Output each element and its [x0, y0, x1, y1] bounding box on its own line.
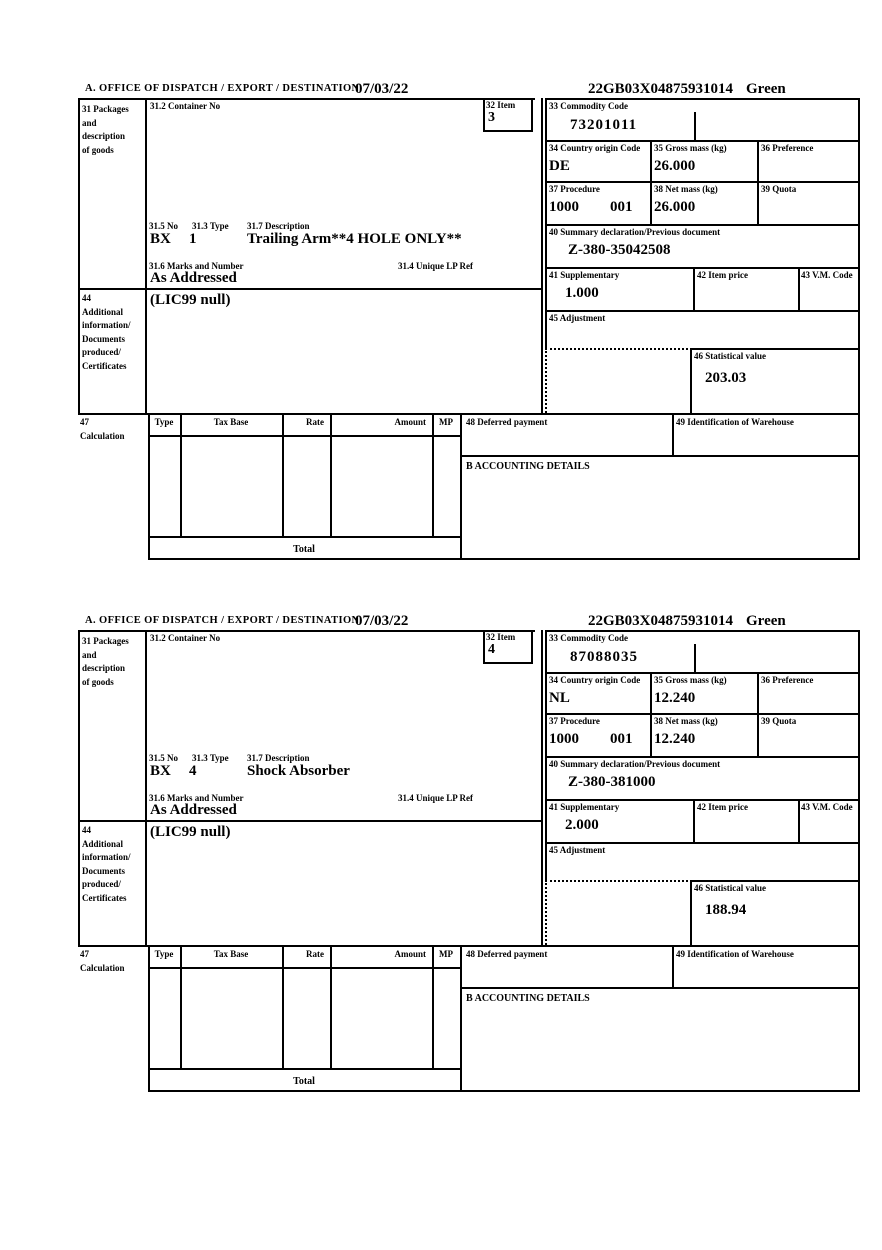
form-grid-line — [545, 98, 860, 100]
additional-information-value: (LIC99 null) — [150, 824, 231, 840]
gross-mass-value: 12.240 — [654, 690, 696, 706]
form-grid-line — [432, 413, 434, 536]
box31-3-type-label: 31.3 Type — [192, 221, 229, 231]
calc-column-tax-base: Tax Base — [213, 417, 249, 427]
form-grid-line — [650, 672, 652, 756]
routing-status: Green — [746, 81, 786, 97]
box49-warehouse-label: 49 Identification of Warehouse — [676, 417, 794, 427]
procedure-value: 1000 — [549, 199, 579, 215]
form-grid-line — [148, 967, 462, 969]
form-grid-line — [180, 413, 182, 536]
goods-description-value: Trailing Arm**4 HOLE ONLY** — [247, 231, 462, 247]
box31-3-type-label: 31.3 Type — [192, 753, 229, 763]
country-origin-value: DE — [549, 158, 570, 174]
calc-column-mp: MP — [439, 417, 453, 427]
country-origin-value: NL — [549, 690, 570, 706]
supplementary-units-value: 1.000 — [565, 285, 599, 301]
declaration-date: 07/03/22 — [355, 81, 409, 97]
accounting-details-label: B ACCOUNTING DETAILS — [466, 993, 590, 1004]
office-of-dispatch-header: A. OFFICE OF DISPATCH / EXPORT / DESTINATION — [85, 615, 360, 626]
box37-procedure-label: 37 Procedure — [549, 716, 600, 726]
calc-total-label: Total — [293, 1076, 315, 1087]
box35-gross-mass-label: 35 Gross mass (kg) — [654, 675, 727, 685]
sad-item-form-4 — [0, 612, 882, 1102]
form-grid-line — [145, 630, 147, 945]
form-grid-line — [545, 756, 860, 758]
box31-packages-label: 31 Packages and description of goods — [82, 104, 129, 155]
gross-mass-value: 26.000 — [654, 158, 696, 174]
marks-and-number-value: As Addressed — [150, 802, 237, 818]
box31-7-description-label: 31.7 Description — [247, 753, 310, 763]
box31-6-marks-label: 31.6 Marks and Number — [149, 261, 244, 271]
form-grid-line — [545, 880, 547, 945]
form-grid-line — [545, 98, 547, 348]
box32-item-label: 32 Item — [486, 100, 516, 110]
statistical-value: 203.03 — [705, 370, 747, 386]
box39-quota-label: 39 Quota — [761, 716, 797, 726]
form-grid-line — [690, 348, 692, 413]
box41-supplementary-label: 41 Supplementary — [549, 802, 620, 812]
form-grid-line — [672, 413, 674, 455]
form-grid-line — [483, 98, 485, 130]
box42-item-price-label: 42 Item price — [697, 802, 748, 812]
form-grid-line — [694, 644, 696, 672]
marks-and-number-value: As Addressed — [150, 270, 237, 286]
form-grid-line — [541, 98, 543, 413]
calc-column-type: Type — [154, 949, 174, 959]
form-grid-line — [650, 140, 652, 224]
form-grid-line — [148, 435, 462, 437]
supplementary-units-value: 2.000 — [565, 817, 599, 833]
box44-additional-information-label: 44 Additional information/ Documents produced/ Certificates — [82, 825, 131, 903]
box45-adjustment-label: 45 Adjustment — [549, 313, 606, 323]
form-grid-line — [545, 348, 547, 413]
form-grid-line — [180, 945, 182, 1068]
form-grid-line — [757, 672, 759, 756]
declaration-date: 07/03/22 — [355, 613, 409, 629]
box38-net-mass-label: 38 Net mass (kg) — [654, 184, 718, 194]
goods-description-value: Shock Absorber — [247, 763, 350, 779]
form-grid-line — [483, 630, 485, 662]
sad-item-form-3 — [0, 80, 882, 570]
form-grid-line — [693, 267, 695, 310]
calc-column-mp: MP — [439, 949, 453, 959]
form-grid-line — [541, 630, 543, 945]
movement-reference-number: 22GB03X04875931014 — [588, 613, 734, 629]
form-grid-line — [545, 713, 860, 715]
form-grid-line — [145, 98, 147, 413]
form-grid-line — [148, 558, 860, 560]
form-grid-line — [545, 140, 860, 142]
form-grid-line — [545, 842, 860, 844]
box31-4-unique-lp-ref-label: 31.4 Unique LP Ref — [398, 261, 474, 271]
statistical-value: 188.94 — [705, 902, 747, 918]
previous-document-value: Z-380-381000 — [568, 774, 656, 790]
net-mass-value: 12.240 — [654, 731, 696, 747]
procedure-value: 1000 — [549, 731, 579, 747]
box34-country-origin-label: 34 Country origin Code — [549, 143, 641, 153]
form-grid-line — [798, 267, 800, 310]
form-grid-line — [545, 267, 860, 269]
package-count-value: 4 — [189, 763, 197, 779]
box40-previous-document-label: 40 Summary declaration/Previous document — [549, 227, 721, 237]
box47-calculation-label: 47 Calculation — [80, 949, 125, 973]
form-grid-line — [672, 945, 674, 987]
form-grid-line — [78, 288, 543, 290]
form-grid-line — [330, 413, 332, 536]
commodity-code-value: 87088035 — [570, 649, 638, 665]
box39-quota-label: 39 Quota — [761, 184, 797, 194]
procedure-extension-value: 001 — [610, 731, 633, 747]
box31-2-container-no-label: 31.2 Container No — [150, 633, 221, 643]
form-grid-line — [858, 98, 860, 558]
form-grid-line — [545, 880, 692, 882]
form-grid-line — [690, 880, 860, 882]
declaration-reference — [588, 81, 786, 98]
form-grid-line — [78, 413, 860, 415]
form-grid-line — [148, 1068, 462, 1070]
package-code-value: BX — [150, 231, 171, 247]
form-grid-line — [330, 945, 332, 1068]
box31-packages-label: 31 Packages and description of goods — [82, 636, 129, 687]
previous-document-value: Z-380-35042508 — [568, 242, 671, 258]
form-grid-line — [545, 310, 860, 312]
form-grid-line — [545, 672, 860, 674]
package-code-value: BX — [150, 763, 171, 779]
calc-column-type: Type — [154, 417, 174, 427]
form-grid-line — [78, 820, 543, 822]
box31-5-no-label: 31.5 No — [149, 221, 178, 231]
form-grid-line — [483, 662, 533, 664]
form-grid-line — [545, 181, 860, 183]
additional-information-value: (LIC99 null) — [150, 292, 231, 308]
box46-statistical-value-label: 46 Statistical value — [694, 883, 766, 893]
box34-country-origin-label: 34 Country origin Code — [549, 675, 641, 685]
form-grid-line — [545, 224, 860, 226]
calc-total-label: Total — [293, 544, 315, 555]
box31-5-no-label: 31.5 No — [149, 753, 178, 763]
form-grid-line — [690, 348, 860, 350]
form-grid-line — [460, 455, 860, 457]
form-grid-line — [545, 630, 860, 632]
form-grid-line — [690, 880, 692, 945]
form-grid-line — [545, 630, 547, 880]
form-grid-line — [282, 413, 284, 536]
form-grid-line — [757, 140, 759, 224]
form-grid-line — [531, 98, 533, 132]
box48-deferred-payment-label: 48 Deferred payment — [466, 417, 548, 427]
form-grid-line — [148, 1090, 860, 1092]
form-grid-line — [798, 799, 800, 842]
box48-deferred-payment-label: 48 Deferred payment — [466, 949, 548, 959]
form-grid-line — [693, 799, 695, 842]
box46-statistical-value-label: 46 Statistical value — [694, 351, 766, 361]
box36-preference-label: 36 Preference — [761, 675, 814, 685]
box36-preference-label: 36 Preference — [761, 143, 814, 153]
box40-previous-document-label: 40 Summary declaration/Previous document — [549, 759, 721, 769]
commodity-code-value: 73201011 — [570, 117, 638, 133]
package-count-value: 1 — [189, 231, 197, 247]
declaration-reference — [588, 613, 786, 630]
box31-2-container-no-label: 31.2 Container No — [150, 101, 221, 111]
box31-4-unique-lp-ref-label: 31.4 Unique LP Ref — [398, 793, 474, 803]
box33-commodity-code-label: 33 Commodity Code — [549, 633, 628, 643]
office-of-dispatch-header: A. OFFICE OF DISPATCH / EXPORT / DESTINATION — [85, 83, 360, 94]
form-grid-line — [460, 987, 860, 989]
calc-column-rate: Rate — [306, 417, 324, 427]
form-grid-line — [858, 630, 860, 1090]
box44-additional-information-label: 44 Additional information/ Documents produced/ Certificates — [82, 293, 131, 371]
form-grid-line — [483, 130, 533, 132]
net-mass-value: 26.000 — [654, 199, 696, 215]
form-grid-line — [545, 799, 860, 801]
form-grid-line — [78, 630, 80, 945]
calc-column-amount: Amount — [394, 417, 426, 427]
form-grid-line — [694, 112, 696, 140]
form-grid-line — [432, 945, 434, 1068]
box32-item-label: 32 Item — [486, 632, 516, 642]
box31-6-marks-label: 31.6 Marks and Number — [149, 793, 244, 803]
form-grid-line — [282, 945, 284, 1068]
box38-net-mass-label: 38 Net mass (kg) — [654, 716, 718, 726]
form-grid-line — [148, 536, 462, 538]
form-grid-line — [78, 945, 860, 947]
box45-adjustment-label: 45 Adjustment — [549, 845, 606, 855]
box37-procedure-label: 37 Procedure — [549, 184, 600, 194]
form-grid-line — [545, 348, 692, 350]
calc-column-tax-base: Tax Base — [213, 949, 249, 959]
box43-vm-code-label: 43 V.M. Code — [801, 802, 853, 812]
accounting-details-label: B ACCOUNTING DETAILS — [466, 461, 590, 472]
box31-7-description-label: 31.7 Description — [247, 221, 310, 231]
form-grid-line — [531, 630, 533, 664]
box41-supplementary-label: 41 Supplementary — [549, 270, 620, 280]
box43-vm-code-label: 43 V.M. Code — [801, 270, 853, 280]
procedure-extension-value: 001 — [610, 199, 633, 215]
routing-status: Green — [746, 613, 786, 629]
movement-reference-number: 22GB03X04875931014 — [588, 81, 734, 97]
calc-column-amount: Amount — [394, 949, 426, 959]
box33-commodity-code-label: 33 Commodity Code — [549, 101, 628, 111]
box42-item-price-label: 42 Item price — [697, 270, 748, 280]
box35-gross-mass-label: 35 Gross mass (kg) — [654, 143, 727, 153]
box49-warehouse-label: 49 Identification of Warehouse — [676, 949, 794, 959]
item-number-value: 3 — [488, 110, 495, 125]
box47-calculation-label: 47 Calculation — [80, 417, 125, 441]
calc-column-rate: Rate — [306, 949, 324, 959]
item-number-value: 4 — [488, 642, 495, 657]
form-grid-line — [78, 98, 80, 413]
